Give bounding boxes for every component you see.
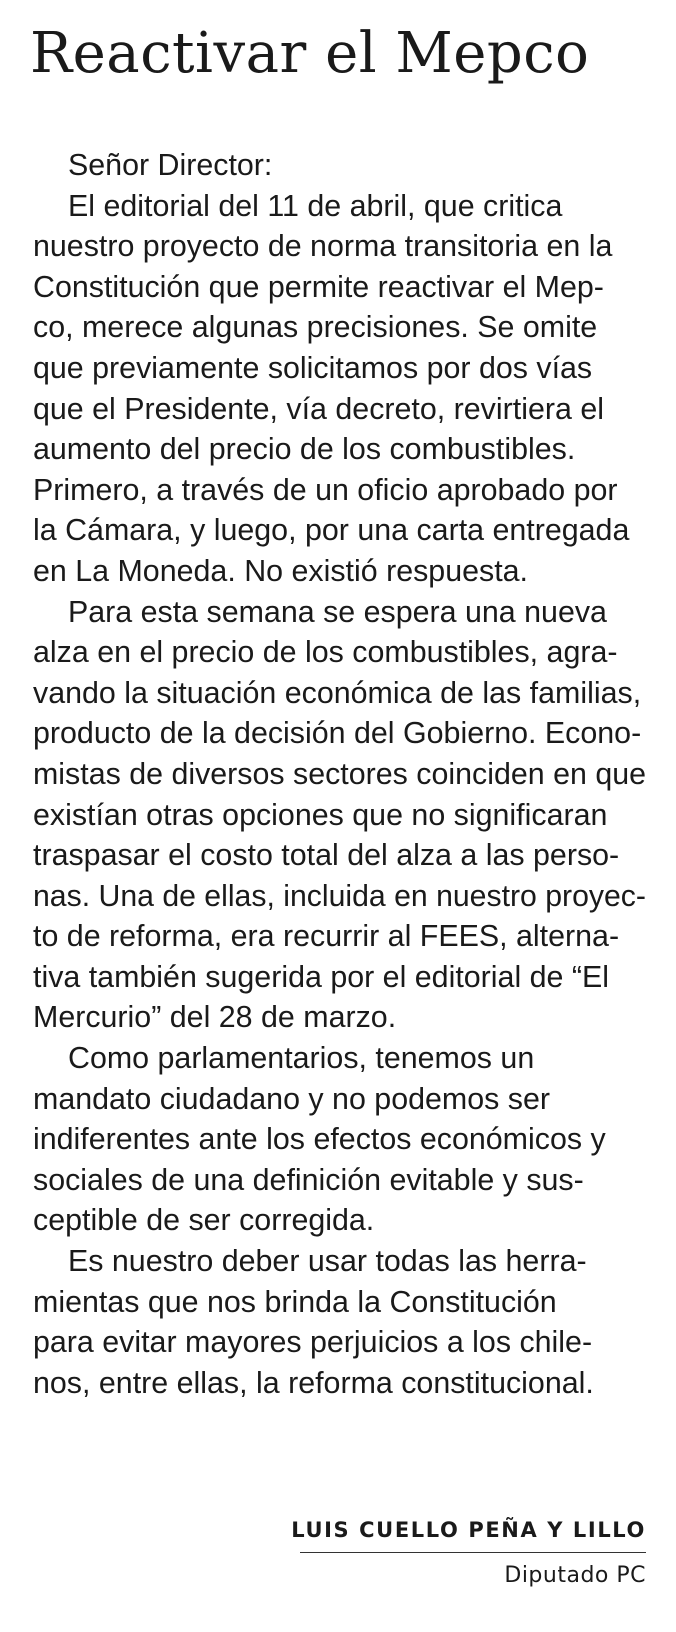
body-line: indiferentes ante los efectos económicos y bbox=[33, 1122, 606, 1157]
body-line: co, merece algunas precisiones. Se omite bbox=[33, 310, 598, 345]
body-line: para evitar mayores perjuicios a los chile- bbox=[33, 1325, 593, 1360]
body-line: producto de la decisión del Gobierno. Econo- bbox=[33, 716, 642, 751]
body-line: Señor Director: bbox=[68, 148, 273, 182]
body-line: nuestro proyecto de norma transitoria en la bbox=[33, 229, 613, 264]
body-line: existían otras opciones que no significaran bbox=[33, 797, 608, 832]
body-line: Constitución que permite reactivar el Mep- bbox=[33, 269, 604, 304]
body-line: El editorial del 11 de abril, que critica bbox=[68, 188, 563, 223]
body-line: Mercurio” del 28 de marzo. bbox=[33, 1000, 397, 1035]
body-line: nos, entre ellas, la reforma constitucional. bbox=[33, 1365, 594, 1400]
headline: Reactivar el Mepco bbox=[30, 21, 590, 86]
body-line: mistas de diversos sectores coinciden en que bbox=[33, 756, 647, 791]
body-line: en La Moneda. No existió respuesta. bbox=[33, 553, 528, 588]
body-line: Como parlamentarios, tenemos un bbox=[68, 1041, 535, 1076]
signature-divider bbox=[300, 1552, 646, 1553]
signature-role: Diputado PC bbox=[504, 1563, 646, 1588]
body-line: aumento del precio de los combustibles. bbox=[33, 432, 576, 467]
body-line: que el Presidente, vía decreto, revirtiera el bbox=[33, 391, 604, 426]
body-line: tiva también sugerida por el editorial de “El bbox=[33, 959, 610, 994]
letter-body bbox=[33, 145, 646, 1403]
body-line: mientas que nos brinda la Constitución bbox=[33, 1284, 557, 1319]
body-line: vando la situación económica de las familias, bbox=[33, 675, 642, 710]
body-line: Es nuestro deber usar todas las herra- bbox=[68, 1244, 587, 1279]
body-line: mandato ciudadano y no podemos ser bbox=[33, 1081, 550, 1116]
body-line: sociales de una definición evitable y sus- bbox=[33, 1162, 584, 1197]
body-line: to de reforma, era recurrir al FEES, alterna- bbox=[33, 919, 620, 954]
body-line: nas. Una de ellas, incluida en nuestro proyec- bbox=[33, 878, 646, 913]
body-line: la Cámara, y luego, por una carta entregada bbox=[33, 513, 630, 548]
body-line: Para esta semana se espera una nueva bbox=[68, 594, 607, 629]
body-line: que previamente solicitamos por dos vías bbox=[33, 350, 593, 385]
body-line: ceptible de ser corregida. bbox=[33, 1203, 375, 1238]
signature-name: LUIS CUELLO PEÑA Y LILLO bbox=[291, 1518, 646, 1542]
body-line: traspasar el costo total del alza a las perso- bbox=[33, 838, 620, 873]
body-line: alza en el precio de los combustibles, agra- bbox=[33, 635, 618, 670]
body-line: Primero, a través de un oficio aprobado por bbox=[33, 472, 618, 507]
